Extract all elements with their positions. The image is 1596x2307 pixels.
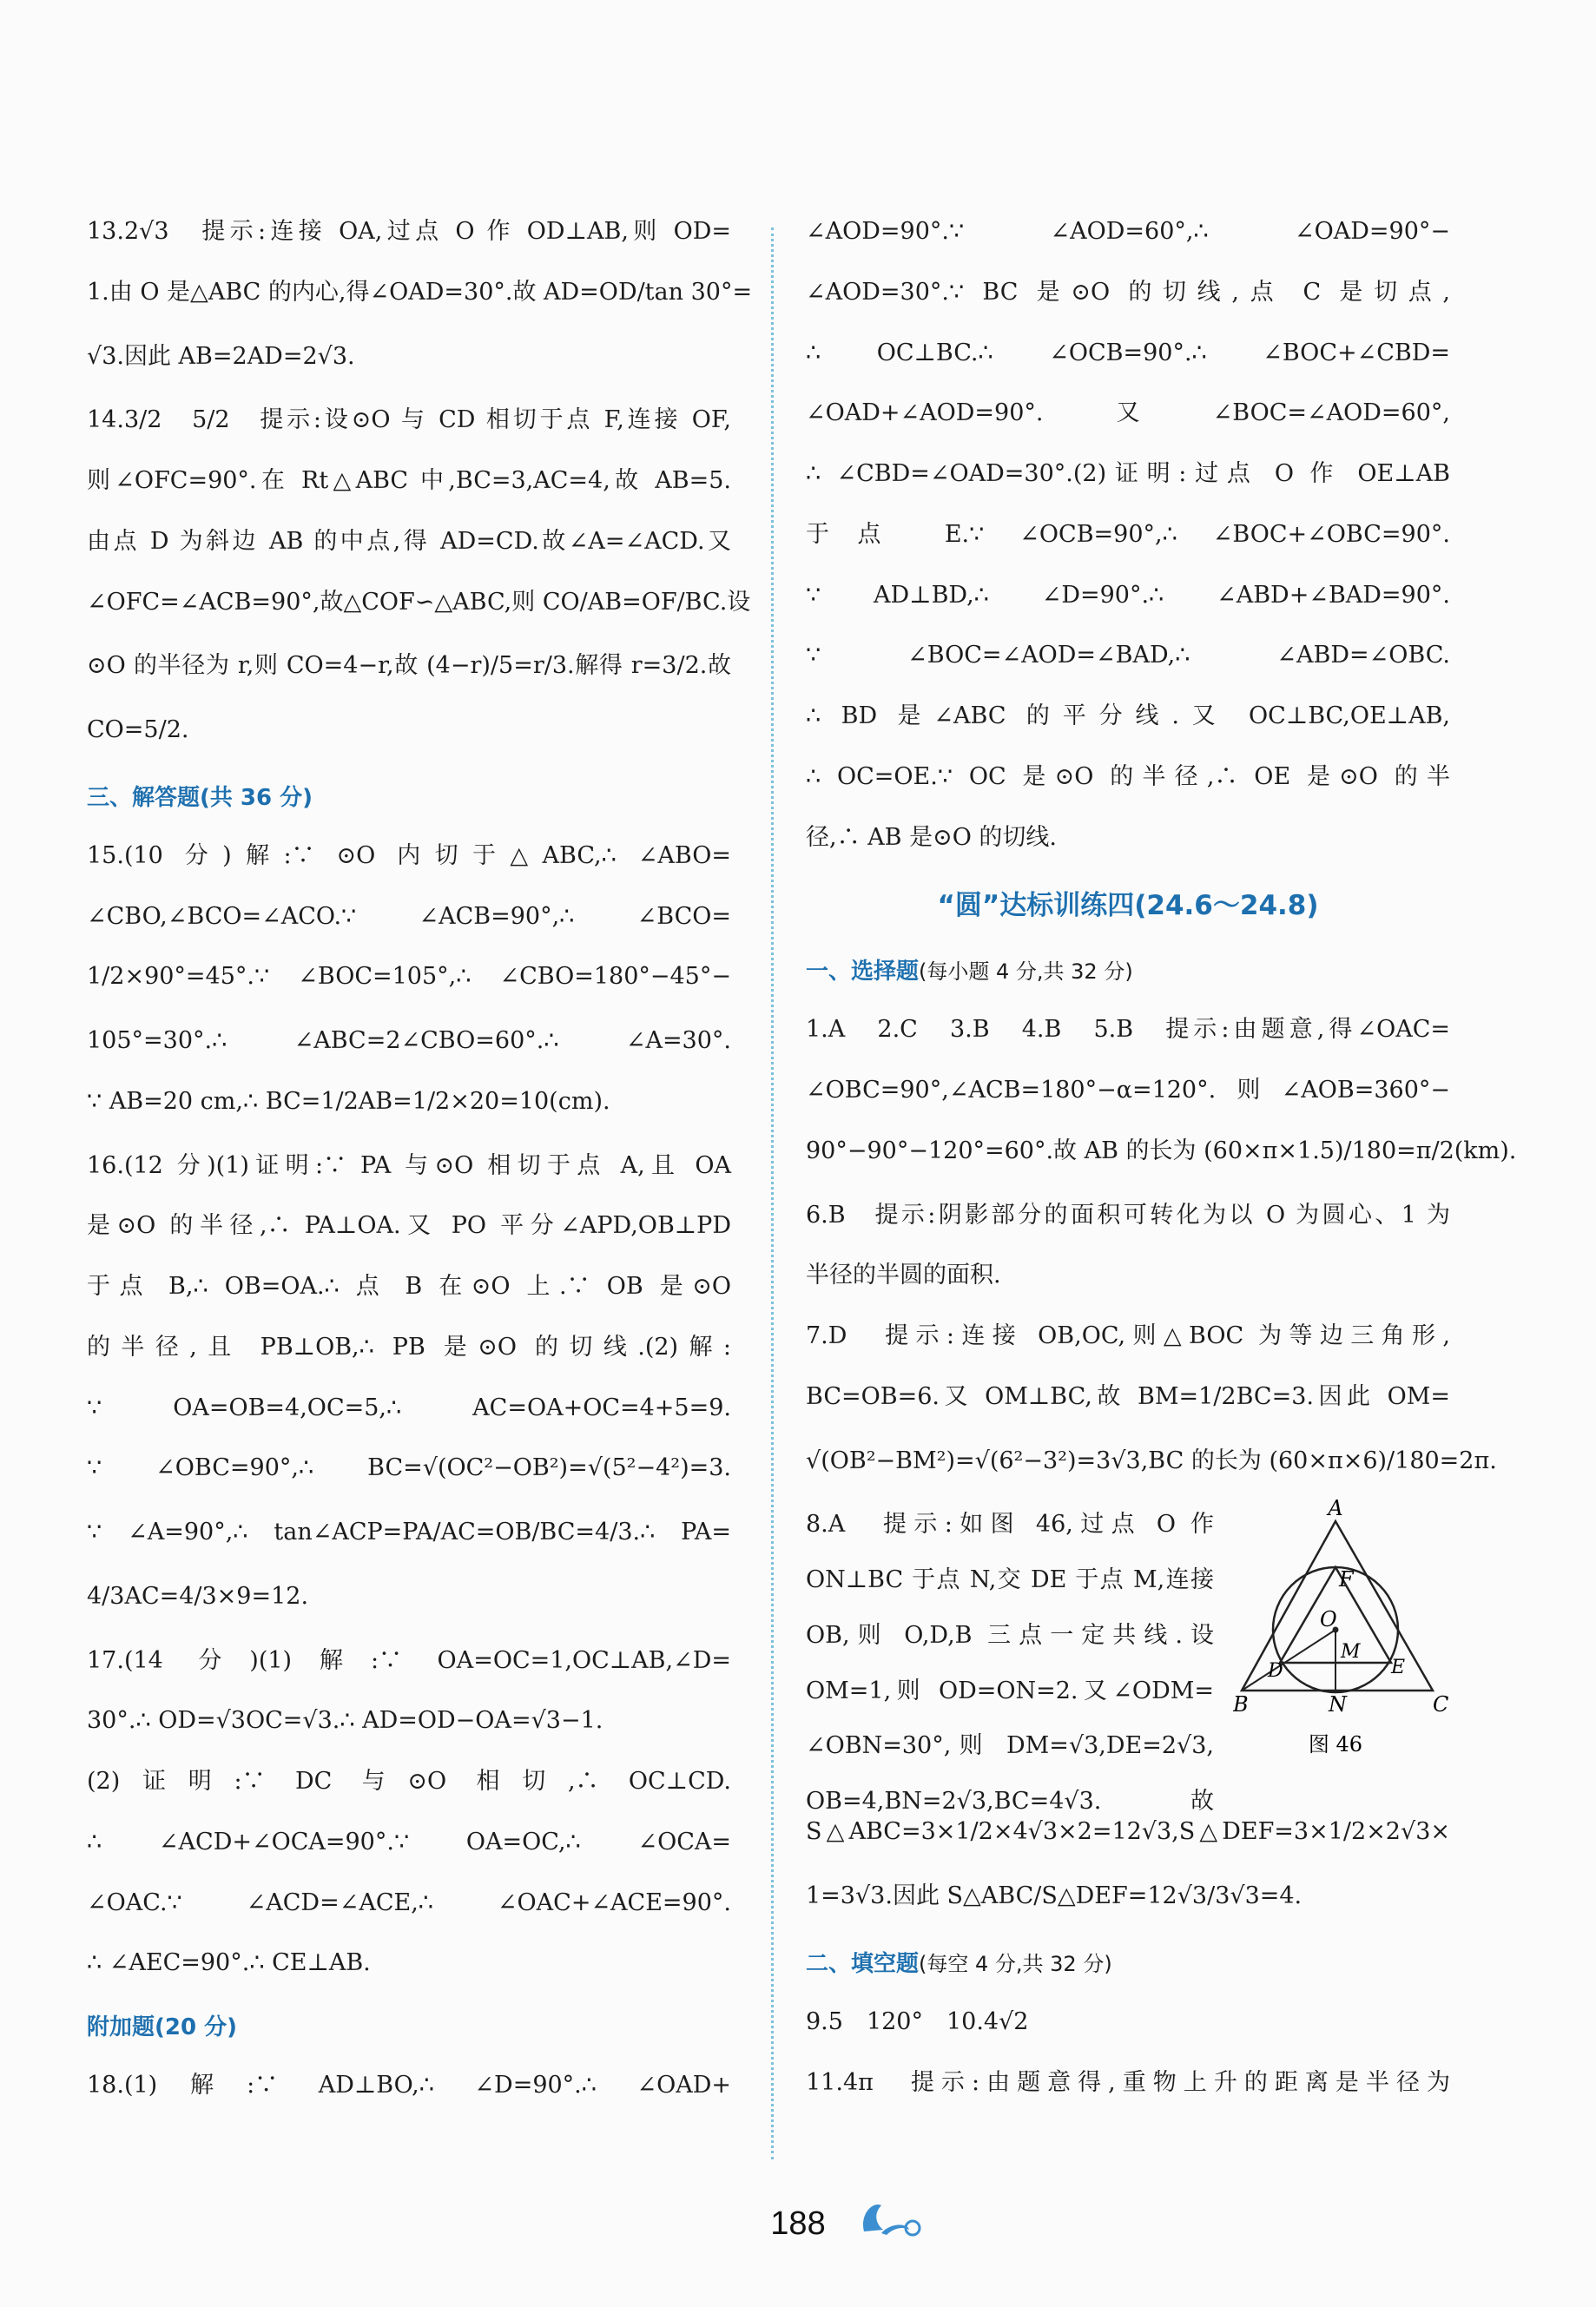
segment-ob	[1242, 1630, 1335, 1691]
text-line: ∠OAC.∵ ∠ACD=∠ACE,∴ ∠OAC+∠ACE=90°.	[87, 1888, 731, 1916]
text-line: 由点 D 为斜边 AB 的中点,得 AD=CD.故∠A=∠ACD.又	[87, 527, 731, 555]
text-line: 14.3/2 5/2 提示:设⊙O 与 CD 相切于点 F,连接 OF,	[87, 406, 731, 434]
text-line: 于点 E.∵ ∠OCB=90°,∴ ∠BOC+∠OBC=90°.	[806, 520, 1450, 548]
label-o: O	[1320, 1607, 1337, 1632]
text-line: S△ABC=3×1/2×4√3×2=12√3,S△DEF=3×1/2×2√3×	[806, 1818, 1450, 1846]
text-line: OB,则 O,D,B 三点一定共线.设	[806, 1621, 1214, 1649]
label-n: N	[1329, 1692, 1347, 1717]
text-line: BC=OB=6.又 OM⊥BC,故 BM=1/2BC=3.因此 OM=	[806, 1382, 1450, 1410]
text-line: ∠OBN=30°,则 DM=√3,DE=2√3,	[806, 1732, 1214, 1760]
text-line: 1=3√3.因此 S△ABC/S△DEF=12√3/3√3=4.	[806, 1882, 1303, 1909]
text-line: 径,∴ AB 是⊙O 的切线.	[806, 823, 1058, 851]
text-line: ∵ OA=OB=4,OC=5,∴ AC=OA+OC=4+5=9.	[87, 1394, 731, 1421]
section-heading	[806, 953, 1450, 985]
text-line: ∵ AB=20 cm,∴ BC=1/2AB=1/2×20=10(cm).	[87, 1087, 610, 1115]
section-title: 一、选择题	[806, 959, 920, 985]
text-line: ∵ AD⊥BD,∴ ∠D=90°.∴ ∠ABD+∠BAD=90°.	[806, 581, 1450, 609]
column-divider	[771, 227, 774, 2159]
text-line: 于点 B,∴ OB=OA.∴ 点 B 在⊙O 上.∵ OB 是⊙O	[87, 1273, 731, 1300]
text-line: 90°−90°−120°=60°.故 AB 的长为 (60×π×1.5)/180=π/2(km).	[806, 1137, 1517, 1164]
text-line: OB=4,BN=2√3,BC=4√3.故	[806, 1788, 1214, 1815]
text-line: 18.(1)解:∵ AD⊥BO,∴ ∠D=90°.∴ ∠OAD+	[87, 2072, 731, 2099]
text-line: 是⊙O 的半径,∴ PA⊥OA.又 PO 平分∠APD,OB⊥PD	[87, 1212, 731, 1240]
section-heading: 三、解答题(共 36 分)	[87, 784, 313, 811]
text-line: 1.由 O 是△ABC 的内心,得∠OAD=30°.故 AD=OD/tan 30°=	[87, 278, 753, 306]
left-column	[87, 217, 753, 2132]
text-line: ∠OBC=90°,∠ACB=180°−α=120°.则∠AOB=360°−	[806, 1077, 1450, 1104]
text-line: ∴ ∠AEC=90°.∴ CE⊥AB.	[87, 1949, 371, 1977]
text-line: (2)证明:∵ DC 与⊙O 相切,∴ OC⊥CD.	[87, 1768, 731, 1795]
section-note: (每空 4 分,共 32 分)	[919, 1951, 1112, 1976]
text-line: 11.4π 提示:由题意得,重物上升的距离是半径为	[806, 2068, 1450, 2096]
text-line: ∠AOD=90°.∵ ∠AOD=60°,∴ ∠OAD=90°−	[806, 218, 1450, 245]
page-number: 188	[770, 2205, 826, 2242]
publisher-logo-icon	[855, 2197, 925, 2240]
text-line: CO=5/2.	[87, 716, 189, 743]
text-line: ∵ ∠OBC=90°,∴ BC=√(OC²−OB²)=√(5²−4²)=3.	[87, 1454, 731, 1482]
question-8-text	[806, 1510, 1214, 1816]
text-line: 4/3AC=4/3×9=12.	[87, 1582, 309, 1610]
text-line: ∴ BD 是∠ABC 的平分线.又 OC⊥BC,OE⊥AB,	[806, 702, 1450, 729]
text-line: 16.(12 分)(1)证明:∵ PA 与⊙O 相切于点 A,且 OA	[87, 1151, 731, 1179]
label-e: E	[1391, 1657, 1406, 1679]
label-f: F	[1339, 1567, 1354, 1592]
text-line: ∠AOD=30°.∵ BC 是⊙O 的切线,点 C 是切点,	[806, 278, 1450, 306]
section-note: (每小题 4 分,共 32 分)	[919, 959, 1133, 985]
label-a: A	[1328, 1500, 1343, 1521]
text-line: ∴ ∠CBD=∠OAD=30°.(2)证明:过点 O 作 OE⊥AB	[806, 460, 1450, 487]
question-8-block	[806, 1500, 1450, 1815]
text-line: ∠CBO,∠BCO=∠ACO.∵ ∠ACB=90°,∴ ∠BCO=	[87, 902, 731, 930]
text-line: 17.(14 分)(1)解:∵ OA=OC=1,OC⊥AB,∠D=	[87, 1646, 731, 1674]
text-line: 30°.∴ OD=√3OC=√3.∴ AD=OD−OA=√3−1.	[87, 1707, 603, 1735]
unit-title: “圆”达标训练四(24.6～24.8)	[937, 890, 1319, 922]
text-line: 则∠OFC=90°.在 Rt△ABC 中,BC=3,AC=4,故 AB=5.	[87, 467, 731, 494]
text-line: ∴ OC⊥BC.∴ ∠OCB=90°.∴ ∠BOC+∠CBD=	[806, 339, 1450, 366]
geometry-figure-46	[1233, 1500, 1450, 1795]
text-line: ⊙O 的半径为 r,则 CO=4−r,故 (4−r)/5=r/3.解得 r=3/2.故	[87, 652, 731, 680]
label-c: C	[1433, 1692, 1449, 1717]
text-line: 15.(10 分)解:∵ ⊙O 内切于△ABC,∴ ∠ABO=	[87, 841, 731, 869]
label-d: D	[1268, 1660, 1283, 1683]
text-line: 1/2×90°=45°.∵ ∠BOC=105°,∴ ∠CBO=180°−45°−	[87, 963, 731, 991]
section-heading	[806, 1946, 1450, 1978]
text-line: ON⊥BC 于点 N,交 DE 于点 M,连接	[806, 1566, 1214, 1593]
text-line: OM=1,则 OD=ON=2.又∠ODM=	[806, 1677, 1214, 1704]
text-line: 7.D 提示:连接 OB,OC,则△BOC 为等边三角形,	[806, 1322, 1450, 1349]
section-title: 二、填空题	[806, 1950, 920, 1977]
right-column	[806, 217, 1517, 2128]
text-line: 8.A 提示:如图 46,过点 O 作	[806, 1511, 1214, 1539]
label-m: M	[1341, 1641, 1361, 1664]
text-line: ∴ ∠ACD+∠OCA=90°.∵ OA=OC,∴ ∠OCA=	[87, 1828, 731, 1855]
text-line: √(OB²−BM²)=√(6²−3²)=3√3,BC 的长为 (60×π×6)/180=2π.	[806, 1447, 1497, 1474]
text-line: ∵ ∠A=90°,∴ tan∠ACP=PA/AC=OB/BC=4/3.∴ PA=	[87, 1519, 731, 1546]
text-line: 的半径,且 PB⊥OB,∴ PB 是⊙O 的切线.(2)解:	[87, 1333, 731, 1361]
text-line: ∠OAD+∠AOD=90°.又∠BOC=∠AOD=60°,	[806, 399, 1450, 427]
text-line: √3.因此 AB=2AD=2√3.	[87, 342, 355, 370]
text-line: 6.B 提示:阴影部分的面积可转化为以 O 为圆心、1 为	[806, 1201, 1450, 1229]
text-line: 105°=30°.∴ ∠ABC=2∠CBO=60°.∴ ∠A=30°.	[87, 1027, 731, 1054]
section-heading: 附加题(20 分)	[87, 2014, 237, 2040]
label-b: B	[1233, 1692, 1249, 1717]
text-line: 半径的半圆的面积.	[806, 1262, 1001, 1289]
text-line: ∠OFC=∠ACB=90°,故△COF∽△ABC,则 CO/AB=OF/BC.设	[87, 588, 751, 616]
text-line: 1.A 2.C 3.B 4.B 5.B 提示:由题意,得∠OAC=	[806, 1016, 1450, 1044]
text-line: ∵ ∠BOC=∠AOD=∠BAD,∴ ∠ABD=∠OBC.	[806, 642, 1450, 669]
figure-caption: 图 46	[1308, 1732, 1363, 1757]
text-line: 9.5 120° 10.4√2	[806, 2007, 1029, 2035]
text-line: 13.2√3 提示:连接 OA,过点 O 作 OD⊥AB,则 OD=	[87, 218, 731, 245]
text-line: ∴ OC=OE.∵ OC 是⊙O 的半径,∴ OE 是⊙O 的半	[806, 762, 1450, 790]
